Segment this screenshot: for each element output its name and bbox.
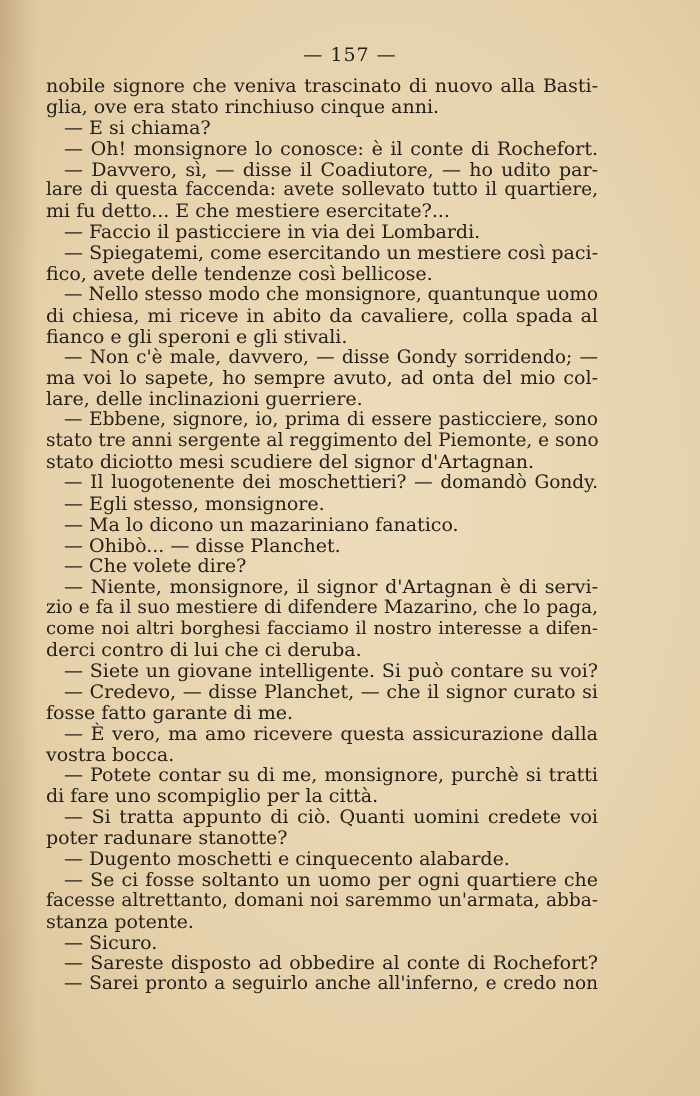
text-line: — Niente, monsignore, il signor d'Artagnan è di servi- [64, 576, 598, 599]
text-line: — Sicuro. [64, 931, 158, 954]
text-line: fosse fatto garante di me. [46, 701, 293, 724]
text-line: — Potete contar su di me, monsignore, purchè si tratti [64, 764, 598, 787]
page-number: — 157 — [303, 44, 397, 66]
text-line: di chiesa, mi riceve in abito da cavaliere, colla spada al [46, 304, 598, 327]
text-line: derci contro di lui che ci deruba. [46, 639, 362, 662]
text-line: — Sareste disposto ad obbedire al conte di Rochefort? [64, 952, 598, 975]
text-line: vostra bocca. [46, 743, 175, 766]
body-text [46, 76, 598, 995]
text-line: — Ma lo dicono un mazariniano fanatico. [64, 513, 459, 536]
text-line: — E si chiama? [64, 116, 211, 139]
text-line: — Siete un giovane intelligente. Si può contare su voi? [64, 659, 598, 682]
text-line: — Faccio il pasticciere in via dei Lombardi. [64, 221, 481, 244]
text-line: lare di questa faccenda: avete sollevato tutto il quartiere, [46, 179, 598, 201]
text-line: stato tre anni sergente al reggimento del Piemonte, e sono [46, 430, 599, 452]
text-line: come noi altri borghesi facciamo il nostro interesse a difen- [46, 618, 598, 640]
text-line: — Spiegatemi, come esercitando un mestiere così paci- [64, 242, 598, 265]
text-line: — Ohibò... — disse Planchet. [64, 534, 341, 557]
text-line: facesse altrettanto, domani noi saremmo un'armata, abba- [46, 889, 598, 911]
text-line: — Credevo, — disse Planchet, — che il signor curato si [64, 680, 598, 703]
text-line: fianco e gli speroni e gli stivali. [46, 325, 348, 348]
text-line: — Ebbene, signore, io, prima di essere pasticciere, sono [64, 409, 598, 431]
text-line: lare, delle inclinazioni guerriere. [46, 388, 363, 411]
text-line: — Non c'è male, davvero, — disse Gondy sorridendo; — [64, 346, 598, 368]
text-line: glia, ove era stato rinchiuso cinque anni. [46, 95, 440, 118]
text-line: — Se ci fosse soltanto un uomo per ogni quartiere che [64, 868, 598, 891]
text-line: poter radunare stanotte? [46, 827, 288, 850]
text-line: — Oh! monsignore lo conosce: è il conte di Rochefort. [64, 137, 598, 160]
text-line: — Si tratta appunto di ciò. Quanti uomini credete voi [64, 806, 598, 829]
text-line: — Nello stesso modo che monsignore, quantunque uomo [64, 283, 598, 305]
text-line: stanza potente. [46, 910, 194, 933]
text-line: — Davvero, sì, — disse il Coadiutore, — ho udito par- [64, 158, 598, 181]
text-line: mi fu detto... E che mestiere esercitate?... [46, 200, 450, 223]
text-line: — Sarei pronto a seguirlo anche all'inferno, e credo non [64, 973, 598, 995]
text-line: zio e fa il suo mestiere di difendere Mazarino, che lo paga, [46, 597, 598, 619]
text-line: ma voi lo sapete, ho sempre avuto, ad onta del mio col- [46, 367, 598, 390]
text-line: fico, avete delle tendenze così bellicose. [46, 263, 433, 286]
text-line: stato diciotto mesi scudiere del signor d'Artagnan. [46, 451, 535, 474]
text-line: di fare uno scompiglio per la città. [46, 785, 379, 808]
text-line: — Che volete dire? [64, 555, 247, 578]
text-line: — Il luogotenente dei moschettieri? — domandò Gondy. [64, 471, 598, 493]
text-line: — Egli stesso, monsignore. [64, 492, 325, 515]
text-line: — Dugento moschetti e cinquecento alabarde. [64, 847, 510, 870]
text-line: nobile signore che veniva trascinato di nuovo alla Basti- [46, 75, 598, 97]
text-line: — È vero, ma amo ricevere questa assicurazione dalla [64, 722, 598, 745]
